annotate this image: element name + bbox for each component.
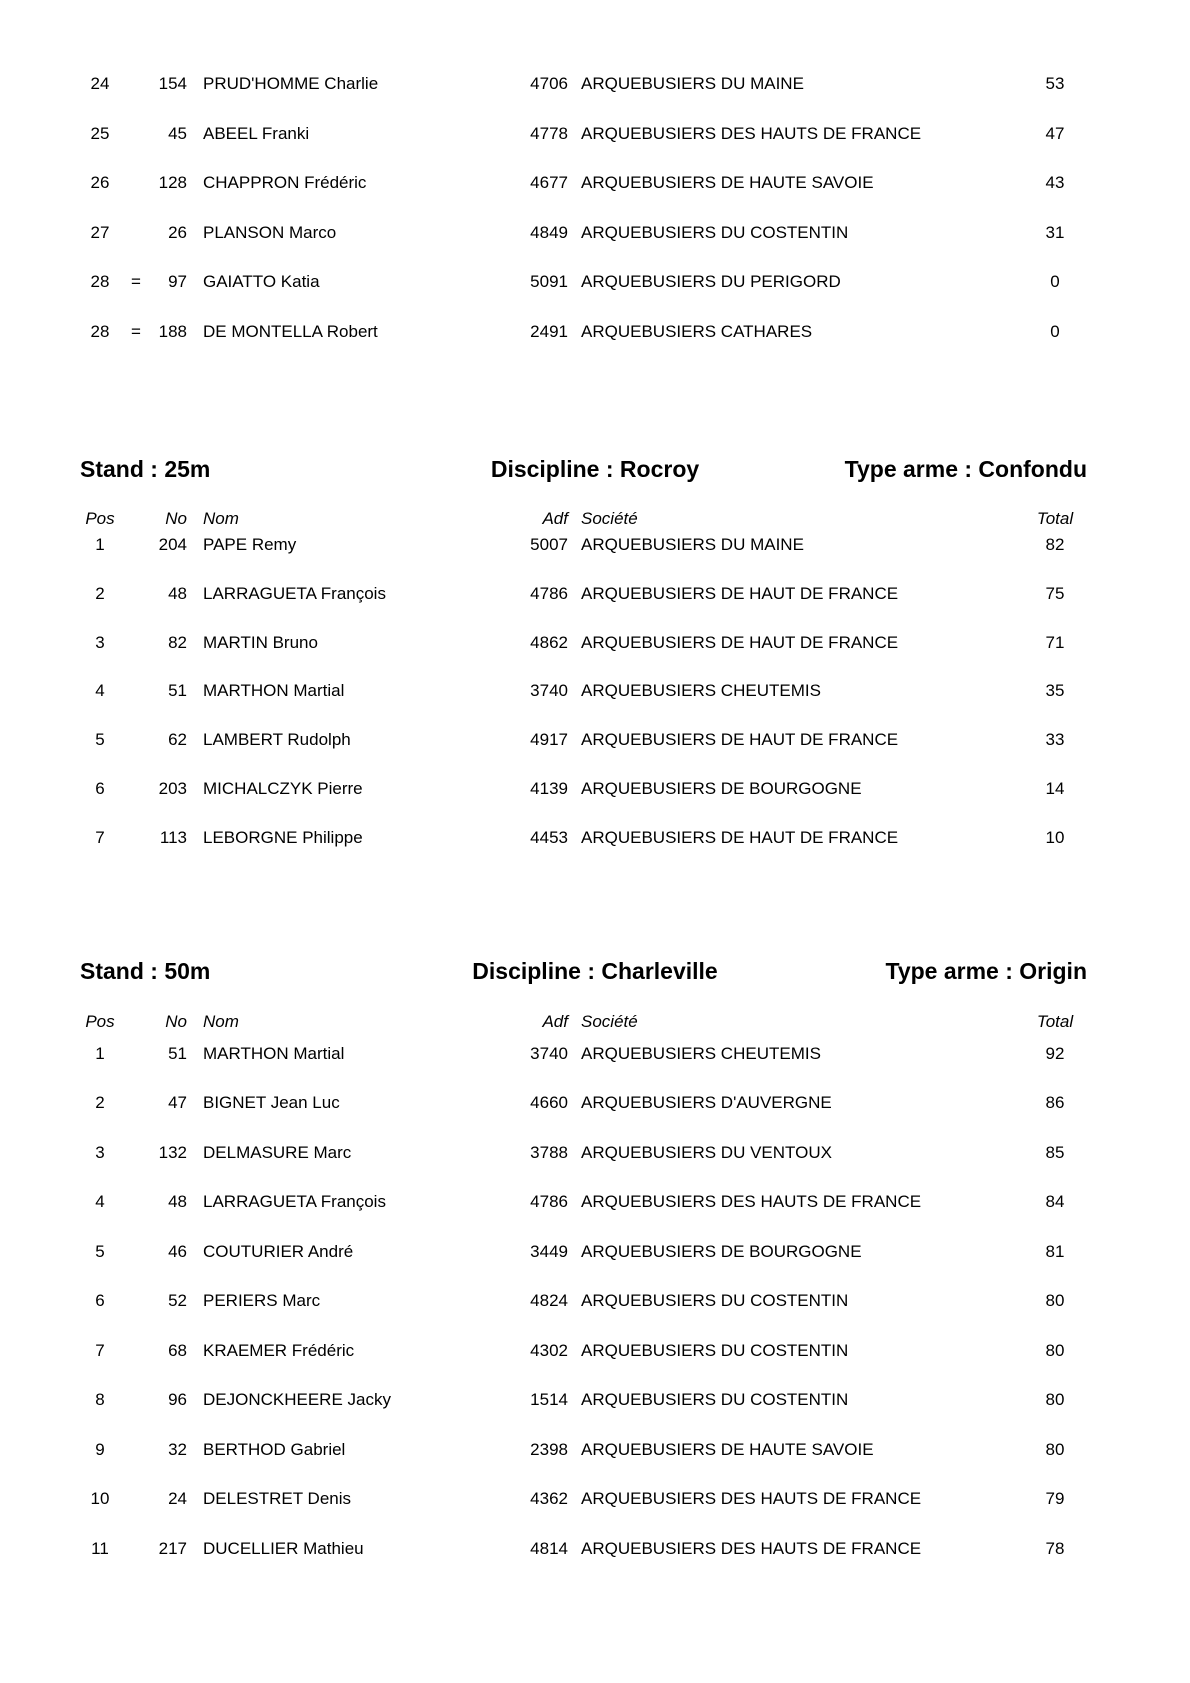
cell-tie: =: [131, 272, 141, 291]
cell-adf: 4824: [530, 1291, 568, 1310]
cell-nom: GAIATTO Katia: [203, 272, 320, 291]
cell-adf: 2398: [530, 1440, 568, 1459]
cell-pos: 9: [95, 1440, 105, 1459]
cell-total: 81: [1045, 1242, 1065, 1261]
cell-pos: 4: [95, 1192, 105, 1211]
type-arme-label: Type arme : Origin: [885, 958, 1087, 984]
cell-pos: 7: [95, 828, 105, 847]
cell-total: 80: [1045, 1440, 1065, 1459]
cell-nom: DE MONTELLA Robert: [203, 322, 378, 341]
cell-adf: 4706: [530, 74, 568, 93]
cell-adf: 4778: [530, 124, 568, 143]
table-row: [0, 320, 1190, 344]
stand-label: Stand : 50m: [80, 958, 211, 984]
cell-total: 47: [1045, 124, 1065, 143]
table-row: [0, 270, 1190, 294]
cell-total: 35: [1045, 681, 1065, 700]
cell-no: 52: [168, 1291, 187, 1310]
cell-pos: 25: [90, 124, 110, 143]
table-row: [0, 1339, 1190, 1363]
discipline-label: Discipline : Rocroy: [490, 456, 700, 482]
cell-pos: 2: [95, 1093, 105, 1112]
cell-no: 82: [168, 633, 187, 652]
cell-pos: 2: [95, 584, 105, 603]
cell-no: 203: [158, 779, 187, 798]
type-arme-label: Type arme : Confondu: [844, 456, 1087, 482]
table-row: [0, 1190, 1190, 1214]
cell-nom: ABEEL Franki: [203, 124, 310, 143]
cell-nom: DUCELLIER Mathieu: [203, 1539, 364, 1558]
cell-pos: 3: [95, 1143, 105, 1162]
cell-adf: 4660: [530, 1093, 568, 1112]
cell-societe: ARQUEBUSIERS DE HAUT DE FRANCE: [581, 584, 899, 603]
cell-total: 71: [1045, 633, 1065, 652]
cell-nom: LARRAGUETA François: [203, 584, 386, 603]
cell-pos: 5: [95, 730, 105, 749]
cell-societe: ARQUEBUSIERS CATHARES: [581, 322, 813, 341]
cell-total: 0: [1050, 322, 1060, 341]
cell-total: 33: [1045, 730, 1065, 749]
table-row: [0, 1537, 1190, 1561]
table-row: [0, 826, 1190, 850]
header-nom: Nom: [203, 1012, 239, 1031]
table-row: [0, 777, 1190, 801]
header-no: No: [165, 1012, 187, 1031]
cell-nom: MICHALCZYK Pierre: [203, 779, 363, 798]
table-row: [0, 1289, 1190, 1313]
cell-adf: 4862: [530, 633, 568, 652]
cell-pos: 10: [90, 1489, 110, 1508]
cell-pos: 28: [90, 272, 110, 291]
cell-adf: 4139: [530, 779, 568, 798]
cell-nom: PRUD'HOMME Charlie: [203, 74, 379, 93]
cell-societe: ARQUEBUSIERS DES HAUTS DE FRANCE: [581, 1489, 922, 1508]
section-title: [0, 955, 1190, 987]
table-row: [0, 582, 1190, 606]
cell-pos: 4: [95, 681, 105, 700]
cell-societe: ARQUEBUSIERS DES HAUTS DE FRANCE: [581, 124, 922, 143]
cell-adf: 3449: [530, 1242, 568, 1261]
cell-societe: ARQUEBUSIERS DES HAUTS DE FRANCE: [581, 1192, 922, 1211]
table-row: [0, 221, 1190, 245]
cell-nom: MARTIN Bruno: [203, 633, 318, 652]
section-title: [0, 453, 1190, 485]
cell-nom: DEJONCKHEERE Jacky: [203, 1390, 391, 1409]
cell-total: 14: [1045, 779, 1065, 798]
header-no: No: [165, 509, 187, 528]
cell-pos: 6: [95, 1291, 105, 1310]
table-row: [0, 631, 1190, 655]
cell-pos: 5: [95, 1242, 105, 1261]
cell-total: 86: [1045, 1093, 1065, 1112]
cell-nom: DELMASURE Marc: [203, 1143, 352, 1162]
cell-nom: PAPE Remy: [203, 535, 297, 554]
cell-societe: ARQUEBUSIERS DE BOURGOGNE: [581, 1242, 862, 1261]
cell-total: 78: [1045, 1539, 1065, 1558]
cell-no: 26: [168, 223, 187, 242]
cell-pos: 7: [95, 1341, 105, 1360]
cell-societe: ARQUEBUSIERS DU COSTENTIN: [581, 223, 849, 242]
table-row: [0, 1141, 1190, 1165]
cell-nom: COUTURIER André: [203, 1242, 354, 1261]
cell-no: 51: [168, 1044, 187, 1063]
cell-no: 204: [158, 535, 187, 554]
cell-adf: 5007: [530, 535, 568, 554]
cell-societe: ARQUEBUSIERS DU MAINE: [581, 535, 804, 554]
cell-pos: 27: [90, 223, 110, 242]
header-nom: Nom: [203, 509, 239, 528]
cell-adf: 4302: [530, 1341, 568, 1360]
cell-societe: ARQUEBUSIERS DES HAUTS DE FRANCE: [581, 1539, 922, 1558]
cell-adf: 4362: [530, 1489, 568, 1508]
cell-societe: ARQUEBUSIERS DE HAUT DE FRANCE: [581, 730, 899, 749]
cell-no: 96: [168, 1390, 187, 1409]
cell-no: 188: [158, 322, 187, 341]
table-header: [0, 1010, 1190, 1034]
cell-societe: ARQUEBUSIERS DU COSTENTIN: [581, 1341, 849, 1360]
cell-nom: BERTHOD Gabriel: [203, 1440, 346, 1459]
table-row: [0, 171, 1190, 195]
cell-societe: ARQUEBUSIERS DU COSTENTIN: [581, 1291, 849, 1310]
cell-nom: PERIERS Marc: [203, 1291, 321, 1310]
header-adf: Adf: [542, 509, 568, 528]
header-pos: Pos: [85, 509, 115, 528]
cell-pos: 1: [95, 535, 105, 554]
cell-societe: ARQUEBUSIERS DU MAINE: [581, 74, 804, 93]
cell-adf: 3740: [530, 681, 568, 700]
cell-adf: 3788: [530, 1143, 568, 1162]
cell-adf: 4849: [530, 223, 568, 242]
cell-no: 45: [168, 124, 187, 143]
header-societe: Société: [581, 1012, 638, 1031]
cell-societe: ARQUEBUSIERS CHEUTEMIS: [581, 681, 821, 700]
cell-societe: ARQUEBUSIERS DU VENTOUX: [581, 1143, 832, 1162]
cell-nom: LAMBERT Rudolph: [203, 730, 351, 749]
table-row: [0, 1388, 1190, 1412]
cell-nom: LEBORGNE Philippe: [203, 828, 363, 847]
cell-total: 80: [1045, 1291, 1065, 1310]
table-row: [0, 1091, 1190, 1115]
cell-total: 10: [1045, 828, 1065, 847]
cell-no: 51: [168, 681, 187, 700]
cell-nom: KRAEMER Frédéric: [203, 1341, 355, 1360]
cell-total: 82: [1045, 535, 1065, 554]
cell-adf: 2491: [530, 322, 568, 341]
cell-pos: 3: [95, 633, 105, 652]
header-total: Total: [1036, 509, 1074, 528]
cell-adf: 3740: [530, 1044, 568, 1063]
cell-societe: ARQUEBUSIERS DU COSTENTIN: [581, 1390, 849, 1409]
cell-pos: 1: [95, 1044, 105, 1063]
cell-no: 32: [168, 1440, 187, 1459]
cell-no: 154: [158, 74, 187, 93]
cell-total: 80: [1045, 1341, 1065, 1360]
cell-no: 48: [168, 584, 187, 603]
cell-pos: 6: [95, 779, 105, 798]
cell-total: 79: [1045, 1489, 1065, 1508]
cell-societe: ARQUEBUSIERS DE BOURGOGNE: [581, 779, 862, 798]
table-row: [0, 679, 1190, 703]
cell-adf: 5091: [530, 272, 568, 291]
cell-total: 80: [1045, 1390, 1065, 1409]
table-row: [0, 533, 1190, 557]
cell-pos: 8: [95, 1390, 105, 1409]
cell-nom: MARTHON Martial: [203, 1044, 345, 1063]
cell-societe: ARQUEBUSIERS DE HAUTE SAVOIE: [581, 173, 874, 192]
cell-nom: CHAPPRON Frédéric: [203, 173, 367, 192]
cell-no: 217: [158, 1539, 187, 1558]
cell-nom: DELESTRET Denis: [203, 1489, 352, 1508]
table-row: [0, 1240, 1190, 1264]
header-total: Total: [1036, 1012, 1074, 1031]
cell-no: 128: [158, 173, 187, 192]
discipline-label: Discipline : Charleville: [472, 958, 718, 984]
cell-total: 75: [1045, 584, 1065, 603]
cell-nom: LARRAGUETA François: [203, 1192, 386, 1211]
cell-pos: 26: [90, 173, 110, 192]
cell-adf: 4814: [530, 1539, 568, 1558]
cell-societe: ARQUEBUSIERS DE HAUT DE FRANCE: [581, 633, 899, 652]
stand-label: Stand : 25m: [80, 456, 211, 482]
cell-total: 92: [1045, 1044, 1065, 1063]
cell-pos: 24: [90, 74, 110, 93]
cell-no: 47: [168, 1093, 187, 1112]
cell-total: 43: [1045, 173, 1065, 192]
cell-societe: ARQUEBUSIERS CHEUTEMIS: [581, 1044, 821, 1063]
cell-no: 113: [159, 828, 187, 847]
cell-societe: ARQUEBUSIERS DE HAUT DE FRANCE: [581, 828, 899, 847]
cell-total: 0: [1050, 272, 1060, 291]
cell-pos: 11: [91, 1539, 109, 1558]
table-row: [0, 122, 1190, 146]
header-adf: Adf: [542, 1012, 568, 1031]
cell-no: 62: [168, 730, 187, 749]
table-row: [0, 72, 1190, 96]
cell-pos: 28: [90, 322, 110, 341]
cell-societe: ARQUEBUSIERS DE HAUTE SAVOIE: [581, 1440, 874, 1459]
cell-total: 85: [1045, 1143, 1065, 1162]
cell-total: 53: [1045, 74, 1065, 93]
cell-nom: BIGNET Jean Luc: [203, 1093, 340, 1112]
cell-adf: 4917: [530, 730, 568, 749]
cell-adf: 4453: [530, 828, 568, 847]
cell-no: 97: [168, 272, 187, 291]
table-header: [0, 507, 1190, 531]
cell-nom: MARTHON Martial: [203, 681, 345, 700]
cell-adf: 1514: [530, 1390, 568, 1409]
header-societe: Société: [581, 509, 638, 528]
cell-total: 84: [1045, 1192, 1065, 1211]
cell-no: 46: [168, 1242, 187, 1261]
table-row: [0, 728, 1190, 752]
cell-no: 48: [168, 1192, 187, 1211]
cell-tie: =: [131, 322, 141, 341]
cell-adf: 4786: [530, 1192, 568, 1211]
table-row: [0, 1042, 1190, 1066]
table-row: [0, 1487, 1190, 1511]
cell-total: 31: [1045, 223, 1065, 242]
table-row: [0, 1438, 1190, 1462]
cell-adf: 4786: [530, 584, 568, 603]
header-pos: Pos: [85, 1012, 115, 1031]
cell-societe: ARQUEBUSIERS DU PERIGORD: [581, 272, 841, 291]
cell-adf: 4677: [530, 173, 568, 192]
cell-no: 68: [168, 1341, 187, 1360]
cell-nom: PLANSON Marco: [203, 223, 337, 242]
cell-no: 24: [168, 1489, 187, 1508]
cell-societe: ARQUEBUSIERS D'AUVERGNE: [581, 1093, 832, 1112]
cell-no: 132: [158, 1143, 187, 1162]
